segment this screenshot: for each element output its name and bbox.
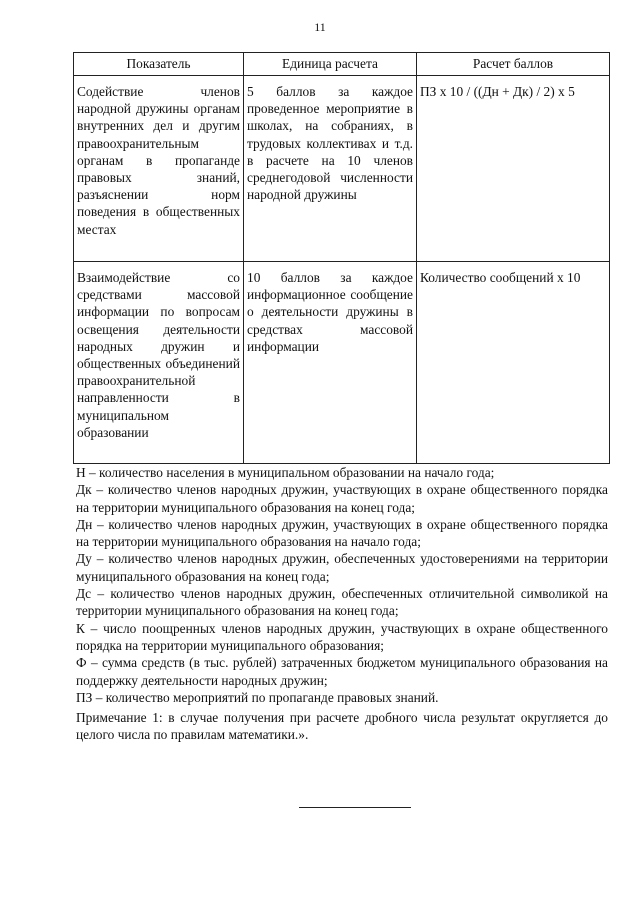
definition-item: К – число поощренных членов народных дружин, участвующих в охране общественного порядка на территории муниципального образования; xyxy=(76,620,608,653)
header-unit: Единица расчета xyxy=(244,53,417,76)
table-row xyxy=(74,262,610,464)
definition-item: Ф – сумма средств (в тыс. рублей) затраченных бюджетом муниципального образования на поддержку деятельности народных дружин; xyxy=(76,655,608,688)
header-calculation: Расчет баллов xyxy=(417,53,610,76)
unit-cell: 10 баллов за каждое информационное сообщение о деятельности дружины в средствах массовой информации xyxy=(244,262,417,464)
table-header-row xyxy=(74,53,610,76)
end-separator-line xyxy=(299,807,411,808)
criteria-table xyxy=(73,52,610,464)
unit-cell: 5 баллов за каждое проведенное мероприятие в школах, на собраниях, в трудовых коллективах и т.д. в расчете на 10 членов среднегодовой численности народной дружины xyxy=(244,76,417,262)
definition-item: Дн – количество членов народных дружин, участвующих в охране общественного порядка на территории муниципального образования на начало года; xyxy=(76,516,608,550)
definitions-block xyxy=(76,464,608,744)
header-indicator: Показатель xyxy=(74,53,244,76)
definition-item: Н – количество населения в муниципальном образовании на начало года; xyxy=(76,465,495,480)
table-row xyxy=(74,76,610,262)
calculation-cell: ПЗ х 10 / ((Дн + Дк) / 2) х 5 xyxy=(417,76,610,262)
definition-item: Ду – количество членов народных дружин, обеспеченных удостоверениями на территории муниципального образования на конец года; xyxy=(76,551,608,584)
calculation-cell: Количество сообщений х 10 xyxy=(417,262,610,464)
definition-item: ПЗ – количество мероприятий по пропаганде правовых знаний. xyxy=(76,689,439,705)
page-number: 11 xyxy=(314,20,326,34)
indicator-cell: Взаимодействие со средствами массовой информации по вопросам освещения деятельности народных дружин и общественных объединений правоохранительной направленности в муниципальном образовании xyxy=(74,262,244,464)
indicator-cell: Содействие членов народной дружины органам внутренних дел и другим правоохранительным органам в пропаганде правовых знаний, разъяснении норм поведения в общественных местах xyxy=(74,76,244,262)
definition-item: Дк – количество членов народных дружин, участвующих в охране общественного порядка на территории муниципального образования на конец года; xyxy=(76,482,608,515)
note-paragraph: Примечание 1: в случае получения при расчете дробного числа результат округляется до целого числа по правилам математики.». xyxy=(76,710,608,743)
definition-item: Дс – количество членов народных дружин, обеспеченных отличительной символикой на территории муниципального образования на конец года; xyxy=(76,586,608,619)
